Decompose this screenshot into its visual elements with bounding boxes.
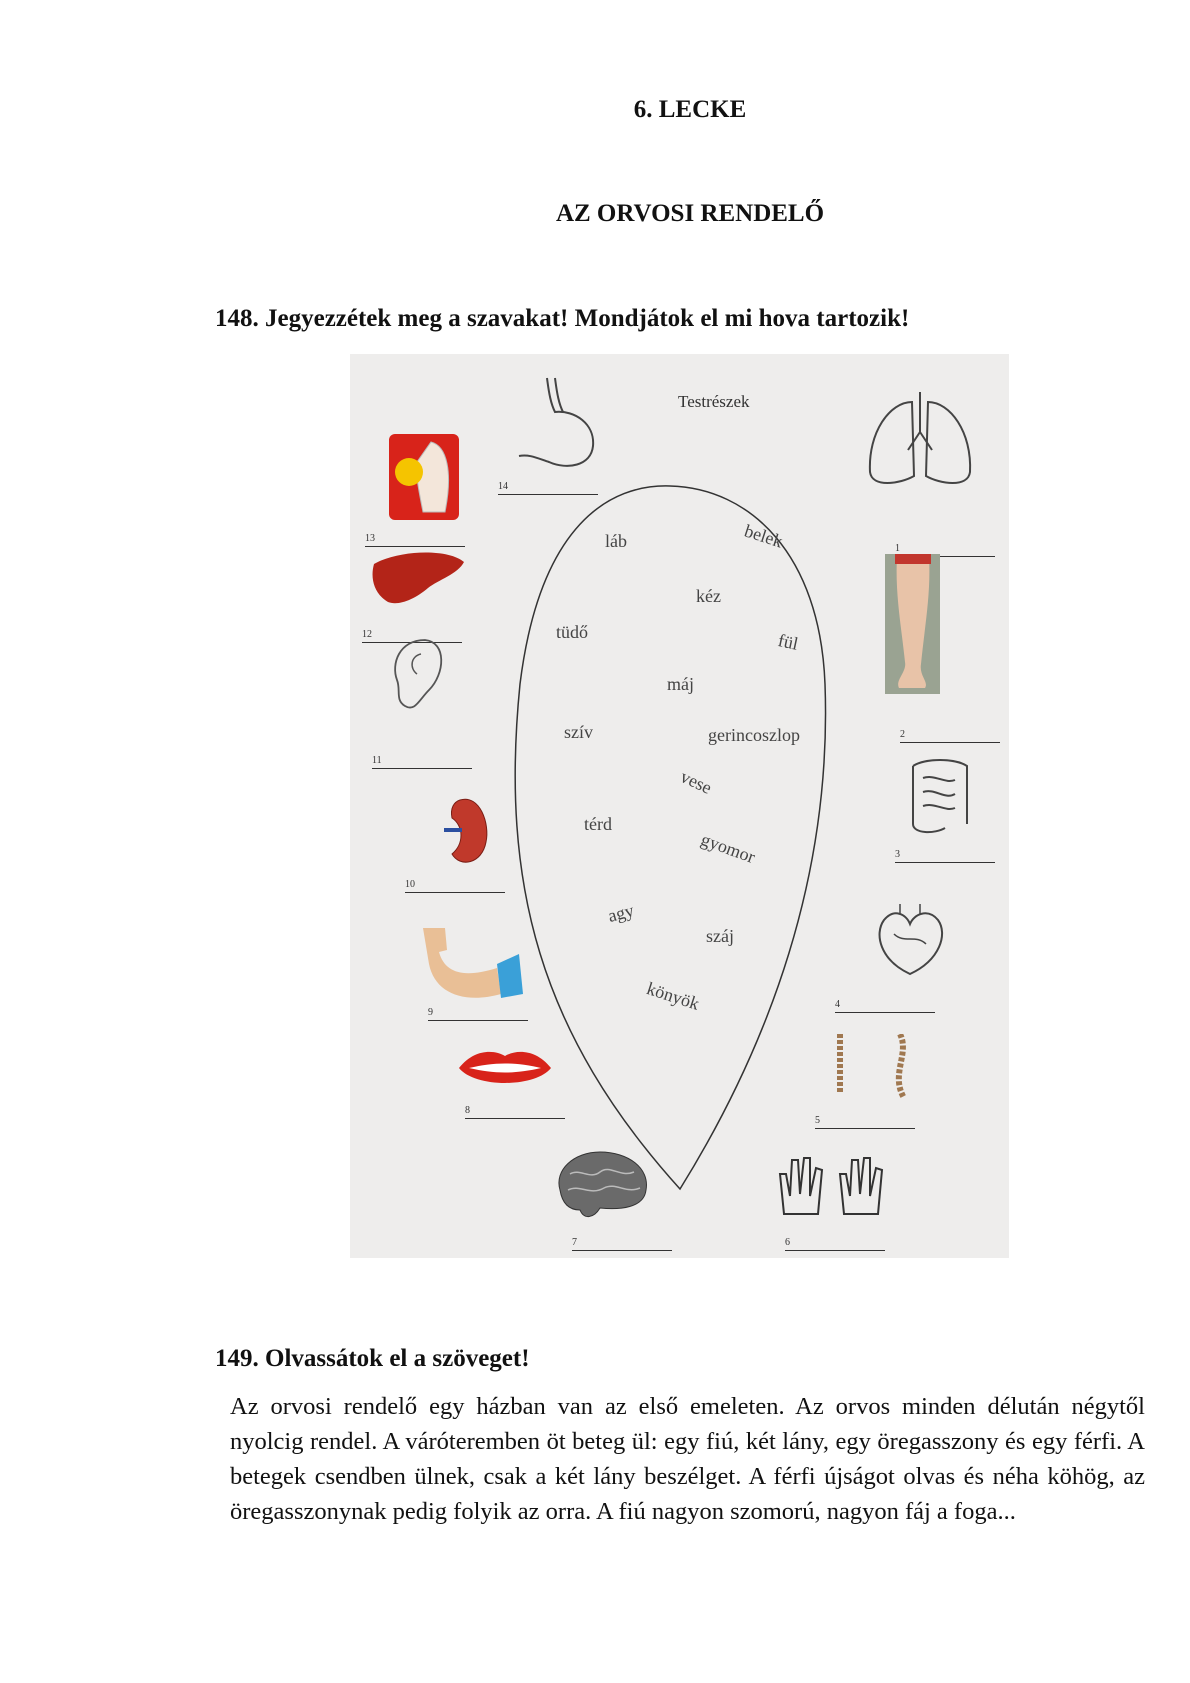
word-kez: kéz: [696, 586, 721, 606]
answer-line-2[interactable]: 2: [900, 730, 1000, 743]
word-terd: térd: [584, 814, 612, 834]
answer-line-1[interactable]: 1: [895, 544, 995, 557]
word-belek: belek: [742, 520, 786, 552]
page-title: AZ ORVOSI RENDELŐ: [555, 200, 825, 227]
word-tudo: tüdő: [556, 622, 589, 642]
answer-line-10[interactable]: 10: [405, 880, 505, 893]
answer-line-6[interactable]: 6: [785, 1238, 885, 1251]
worksheet-panel: [350, 354, 1009, 1258]
intestines-icon: [905, 754, 975, 839]
arm-icon: [415, 924, 525, 1004]
answer-line-9[interactable]: 9: [428, 1008, 528, 1021]
word-maj: máj: [667, 674, 694, 694]
task-148-heading: 148. Jegyezzétek meg a szavakat! Mondjátok el mi hova tartozik!: [215, 305, 910, 332]
answer-line-3[interactable]: 3: [895, 850, 995, 863]
answer-line-11[interactable]: 11: [372, 756, 472, 769]
reading-paragraph: Az orvosi rendelő egy házban van az első emeleten. Az orvos minden délután négytől nyolcig rendel. A váróteremben öt beteg ül: egy fiú, két lány, egy öregasszony és egy férfi. A betegek csendben ülnek, csak a két lány beszélget. A férfi újságot olvas és néha köhög, az öregasszonynak pedig folyik az orra. A fiú nagyon szomorú, nagyon fáj a foga...: [230, 1393, 1145, 1525]
answer-line-14[interactable]: 14: [498, 482, 598, 495]
answer-line-7[interactable]: 7: [572, 1238, 672, 1251]
word-agy: agy: [605, 899, 637, 927]
ear-icon: [385, 634, 450, 714]
lesson-heading: 6. LECKE: [633, 96, 747, 123]
leg-icon: [885, 554, 940, 694]
kidney-icon: [440, 794, 490, 869]
word-konyok: könyök: [644, 978, 702, 1014]
task-149-heading: 149. Olvassátok el a szöveget!: [215, 1345, 530, 1372]
word-gerincoszlop: gerincoszlop: [708, 725, 800, 745]
hands-icon: [770, 1144, 900, 1229]
lips-icon: [455, 1044, 555, 1094]
lungs-icon: [860, 392, 980, 492]
word-lab: láb: [605, 531, 627, 551]
answer-line-8[interactable]: 8: [465, 1106, 565, 1119]
answer-line-13[interactable]: 13: [365, 534, 465, 547]
answer-line-12[interactable]: 12: [362, 630, 462, 643]
worksheet-heading: Testrészek: [678, 392, 750, 411]
answer-line-5[interactable]: 5: [815, 1116, 915, 1129]
word-ful: fül: [776, 630, 800, 654]
spine-icon: [820, 1034, 930, 1104]
word-sziv: szív: [564, 722, 593, 742]
word-szaj: száj: [706, 926, 734, 946]
knee-icon: [387, 432, 461, 522]
heart-icon: [870, 904, 950, 979]
answer-line-4[interactable]: 4: [835, 1000, 935, 1013]
word-gyomor: gyomor: [698, 829, 758, 868]
brain-icon: [550, 1144, 655, 1224]
stomach-icon: [515, 374, 605, 474]
word-vese: vese: [677, 766, 715, 798]
liver-icon: [368, 544, 468, 614]
